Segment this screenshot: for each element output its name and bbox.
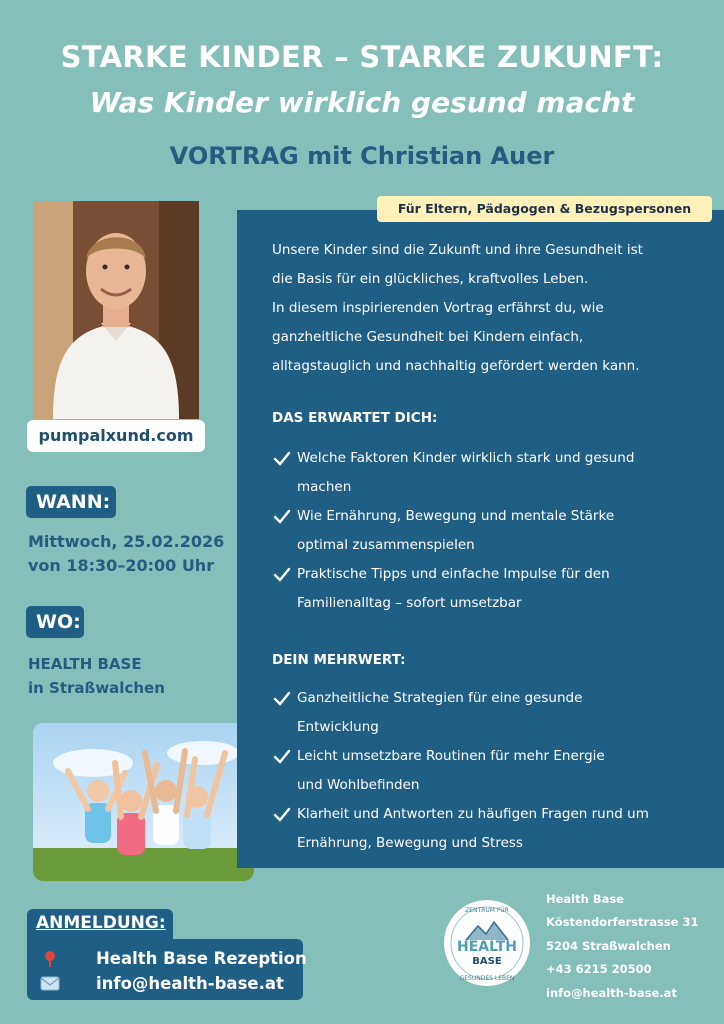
children-photo	[33, 723, 254, 881]
list-item-text: Welche Faktoren Kinder wirklich stark und gesund	[297, 450, 635, 466]
list-item-text: Klarheit und Antworten zu häufigen Fragen rund um	[297, 806, 649, 822]
list-item-text: und Wohlbefinden	[297, 777, 420, 793]
logo-word-health: HEALTH	[457, 939, 517, 955]
contact-name: Health Base	[546, 892, 624, 906]
logo-ring-bottom: GESUNDES LEBEN	[459, 975, 515, 982]
contact-email[interactable]: info@health-base.at	[546, 985, 677, 1000]
contact-city: 5204 Straßwalchen	[546, 938, 671, 953]
intro-line: Unsere Kinder sind die Zukunft und ihre Gesundheit ist	[272, 242, 643, 258]
contact-block	[546, 888, 699, 1005]
checkmark-icon	[273, 691, 291, 707]
location-name: HEALTH BASE	[28, 655, 142, 673]
logo-word-base: BASE	[472, 956, 502, 967]
checkmark-icon	[273, 749, 291, 765]
expect-list	[272, 444, 702, 618]
event-time: von 18:30–20:00 Uhr	[28, 556, 215, 575]
intro-line: alltagstauglich und nachhaltig gefördert werden kann.	[272, 358, 640, 374]
intro-line: In diesem inspirierenden Vortrag erfährst du, wie	[272, 300, 604, 316]
checkmark-icon	[273, 567, 291, 583]
audience-badge: Für Eltern, Pädagogen & Bezugspersonen	[377, 196, 712, 222]
logo-ring-top: ZENTRUM FÜR	[465, 907, 509, 914]
subtitle: Was Kinder wirklich gesund macht	[89, 86, 635, 119]
website-badge[interactable]: pumpalxund.com	[27, 420, 205, 452]
intro-line: die Basis für ein glückliches, kraftvolles Leben.	[272, 271, 589, 287]
intro-paragraph	[272, 236, 702, 381]
benefit-heading: DEIN MEHRWERT:	[272, 652, 406, 668]
mail-icon	[40, 974, 60, 992]
expect-heading: DAS ERWARTET DICH:	[272, 410, 438, 426]
speaker-photo	[33, 201, 199, 419]
speaker-line: VORTRAG mit Christian Auer	[169, 142, 555, 170]
event-datetime	[28, 530, 224, 578]
list-item	[272, 560, 702, 618]
contact-phone[interactable]: +43 6215 20500	[546, 962, 652, 977]
list-item	[272, 502, 702, 560]
list-item-text: Entwicklung	[297, 719, 379, 735]
registration-email[interactable]: info@health-base.at	[96, 974, 284, 993]
main-title: STARKE KINDER – STARKE ZUKUNFT:	[60, 40, 664, 74]
intro-line: ganzheitliche Gesundheit bei Kindern einfach,	[272, 329, 584, 345]
list-item-text: machen	[297, 479, 352, 495]
location-town: in Straßwalchen	[28, 679, 165, 697]
list-item-text: Ernährung, Bewegung und Stress	[297, 835, 523, 851]
location-pin-icon	[40, 950, 60, 968]
registration-title: ANMELDUNG:	[36, 913, 166, 933]
list-item	[272, 742, 702, 800]
contact-street: Köstendorferstrasse 31	[546, 915, 699, 930]
event-location	[28, 652, 165, 700]
checkmark-icon	[273, 509, 291, 525]
list-item-text: Ganzheitliche Strategien für eine gesunde	[297, 690, 583, 706]
where-tag: WO:	[26, 606, 84, 638]
registration-reception: Health Base Rezeption	[96, 949, 307, 968]
list-item-text: Praktische Tipps und einfache Impulse für den	[297, 566, 610, 582]
list-item-text: Familienalltag – sofort umsetzbar	[297, 595, 522, 611]
list-item	[272, 444, 702, 502]
checkmark-icon	[273, 807, 291, 823]
list-item	[272, 684, 702, 742]
list-item-text: Wie Ernährung, Bewegung und mentale Stärke	[297, 508, 615, 524]
benefit-list	[272, 684, 702, 858]
checkmark-icon	[273, 451, 291, 467]
event-date: Mittwoch, 25.02.2026	[28, 532, 225, 551]
list-item-text: Leicht umsetzbare Routinen für mehr Energie	[297, 748, 605, 764]
when-tag: WANN:	[26, 486, 116, 518]
health-base-logo	[442, 898, 532, 988]
list-item	[272, 800, 702, 858]
list-item-text: optimal zusammenspielen	[297, 537, 475, 553]
